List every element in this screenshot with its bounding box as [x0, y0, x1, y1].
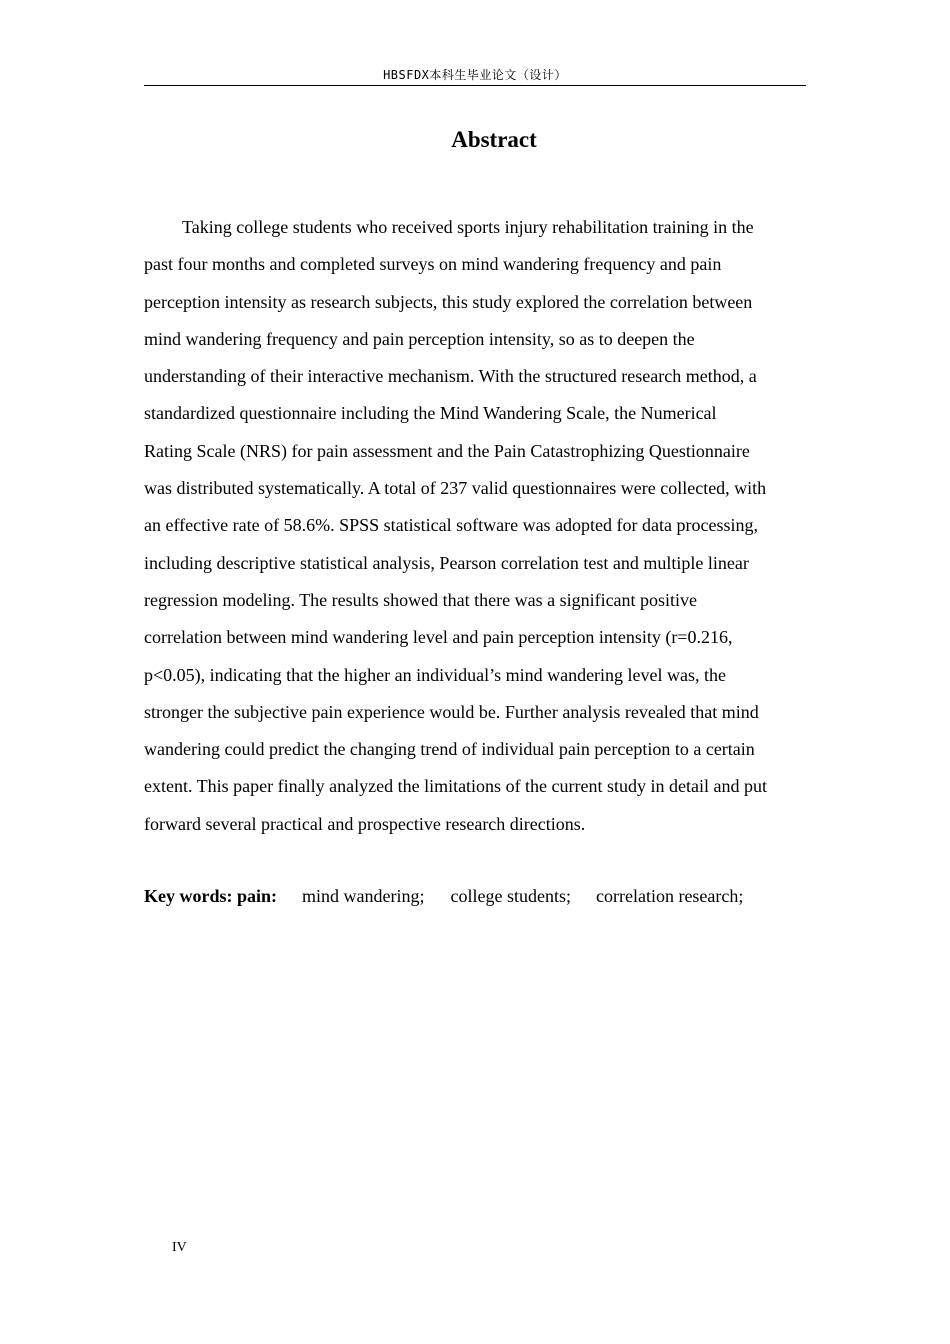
keyword-item: correlation research; [595, 886, 744, 906]
abstract-line: an effective rate of 58.6%. SPSS statistical software was adopted for data processing, [144, 515, 758, 536]
abstract-title: Abstract [451, 127, 537, 152]
page-number: IV [172, 1240, 187, 1255]
abstract-line: including descriptive statistical analysis, Pearson correlation test and multiple linear [144, 552, 749, 573]
abstract-line: p<0.05), indicating that the higher an individual’s mind wandering level was, the [144, 664, 727, 685]
abstract-line: standardized questionnaire including the Mind Wandering Scale, the Numerical [144, 403, 717, 424]
keywords-label: Key words: pain: [144, 886, 278, 906]
abstract-line: Taking college students who received sports injury rehabilitation training in the [182, 217, 754, 237]
abstract-line: perception intensity as research subjects, this study explored the correlation between [144, 291, 753, 312]
abstract-line: stronger the subjective pain experience would be. Further analysis revealed that mind [144, 701, 759, 722]
header-rule [144, 85, 806, 86]
running-header: HBSFDX本科生毕业论文（设计） [383, 68, 567, 82]
abstract-line: extent. This paper finally analyzed the limitations of the current study in detail and put [144, 776, 767, 797]
abstract-line: mind wandering frequency and pain perception intensity, so as to deepen the [144, 328, 695, 349]
abstract-line: forward several practical and prospective research directions. [144, 813, 586, 834]
abstract-line: understanding of their interactive mechanism. With the structured research method, a [144, 366, 757, 387]
keyword-item: mind wandering; [302, 886, 425, 906]
abstract-line: past four months and completed surveys on mind wandering frequency and pain [144, 254, 722, 275]
abstract-line: Rating Scale (NRS) for pain assessment and the Pain Catastrophizing Questionnaire [144, 440, 750, 461]
abstract-body [144, 209, 806, 843]
abstract-line: correlation between mind wandering level and pain perception intensity (r=0.216, [144, 627, 733, 648]
abstract-line: wandering could predict the changing trend of individual pain perception to a certain [144, 739, 755, 760]
abstract-line: was distributed systematically. A total of 237 valid questionnaires were collected, with [144, 478, 767, 499]
keywords-line [144, 881, 824, 911]
abstract-line: regression modeling. The results showed that there was a significant positive [144, 589, 698, 610]
keyword-item: college students; [450, 886, 571, 906]
